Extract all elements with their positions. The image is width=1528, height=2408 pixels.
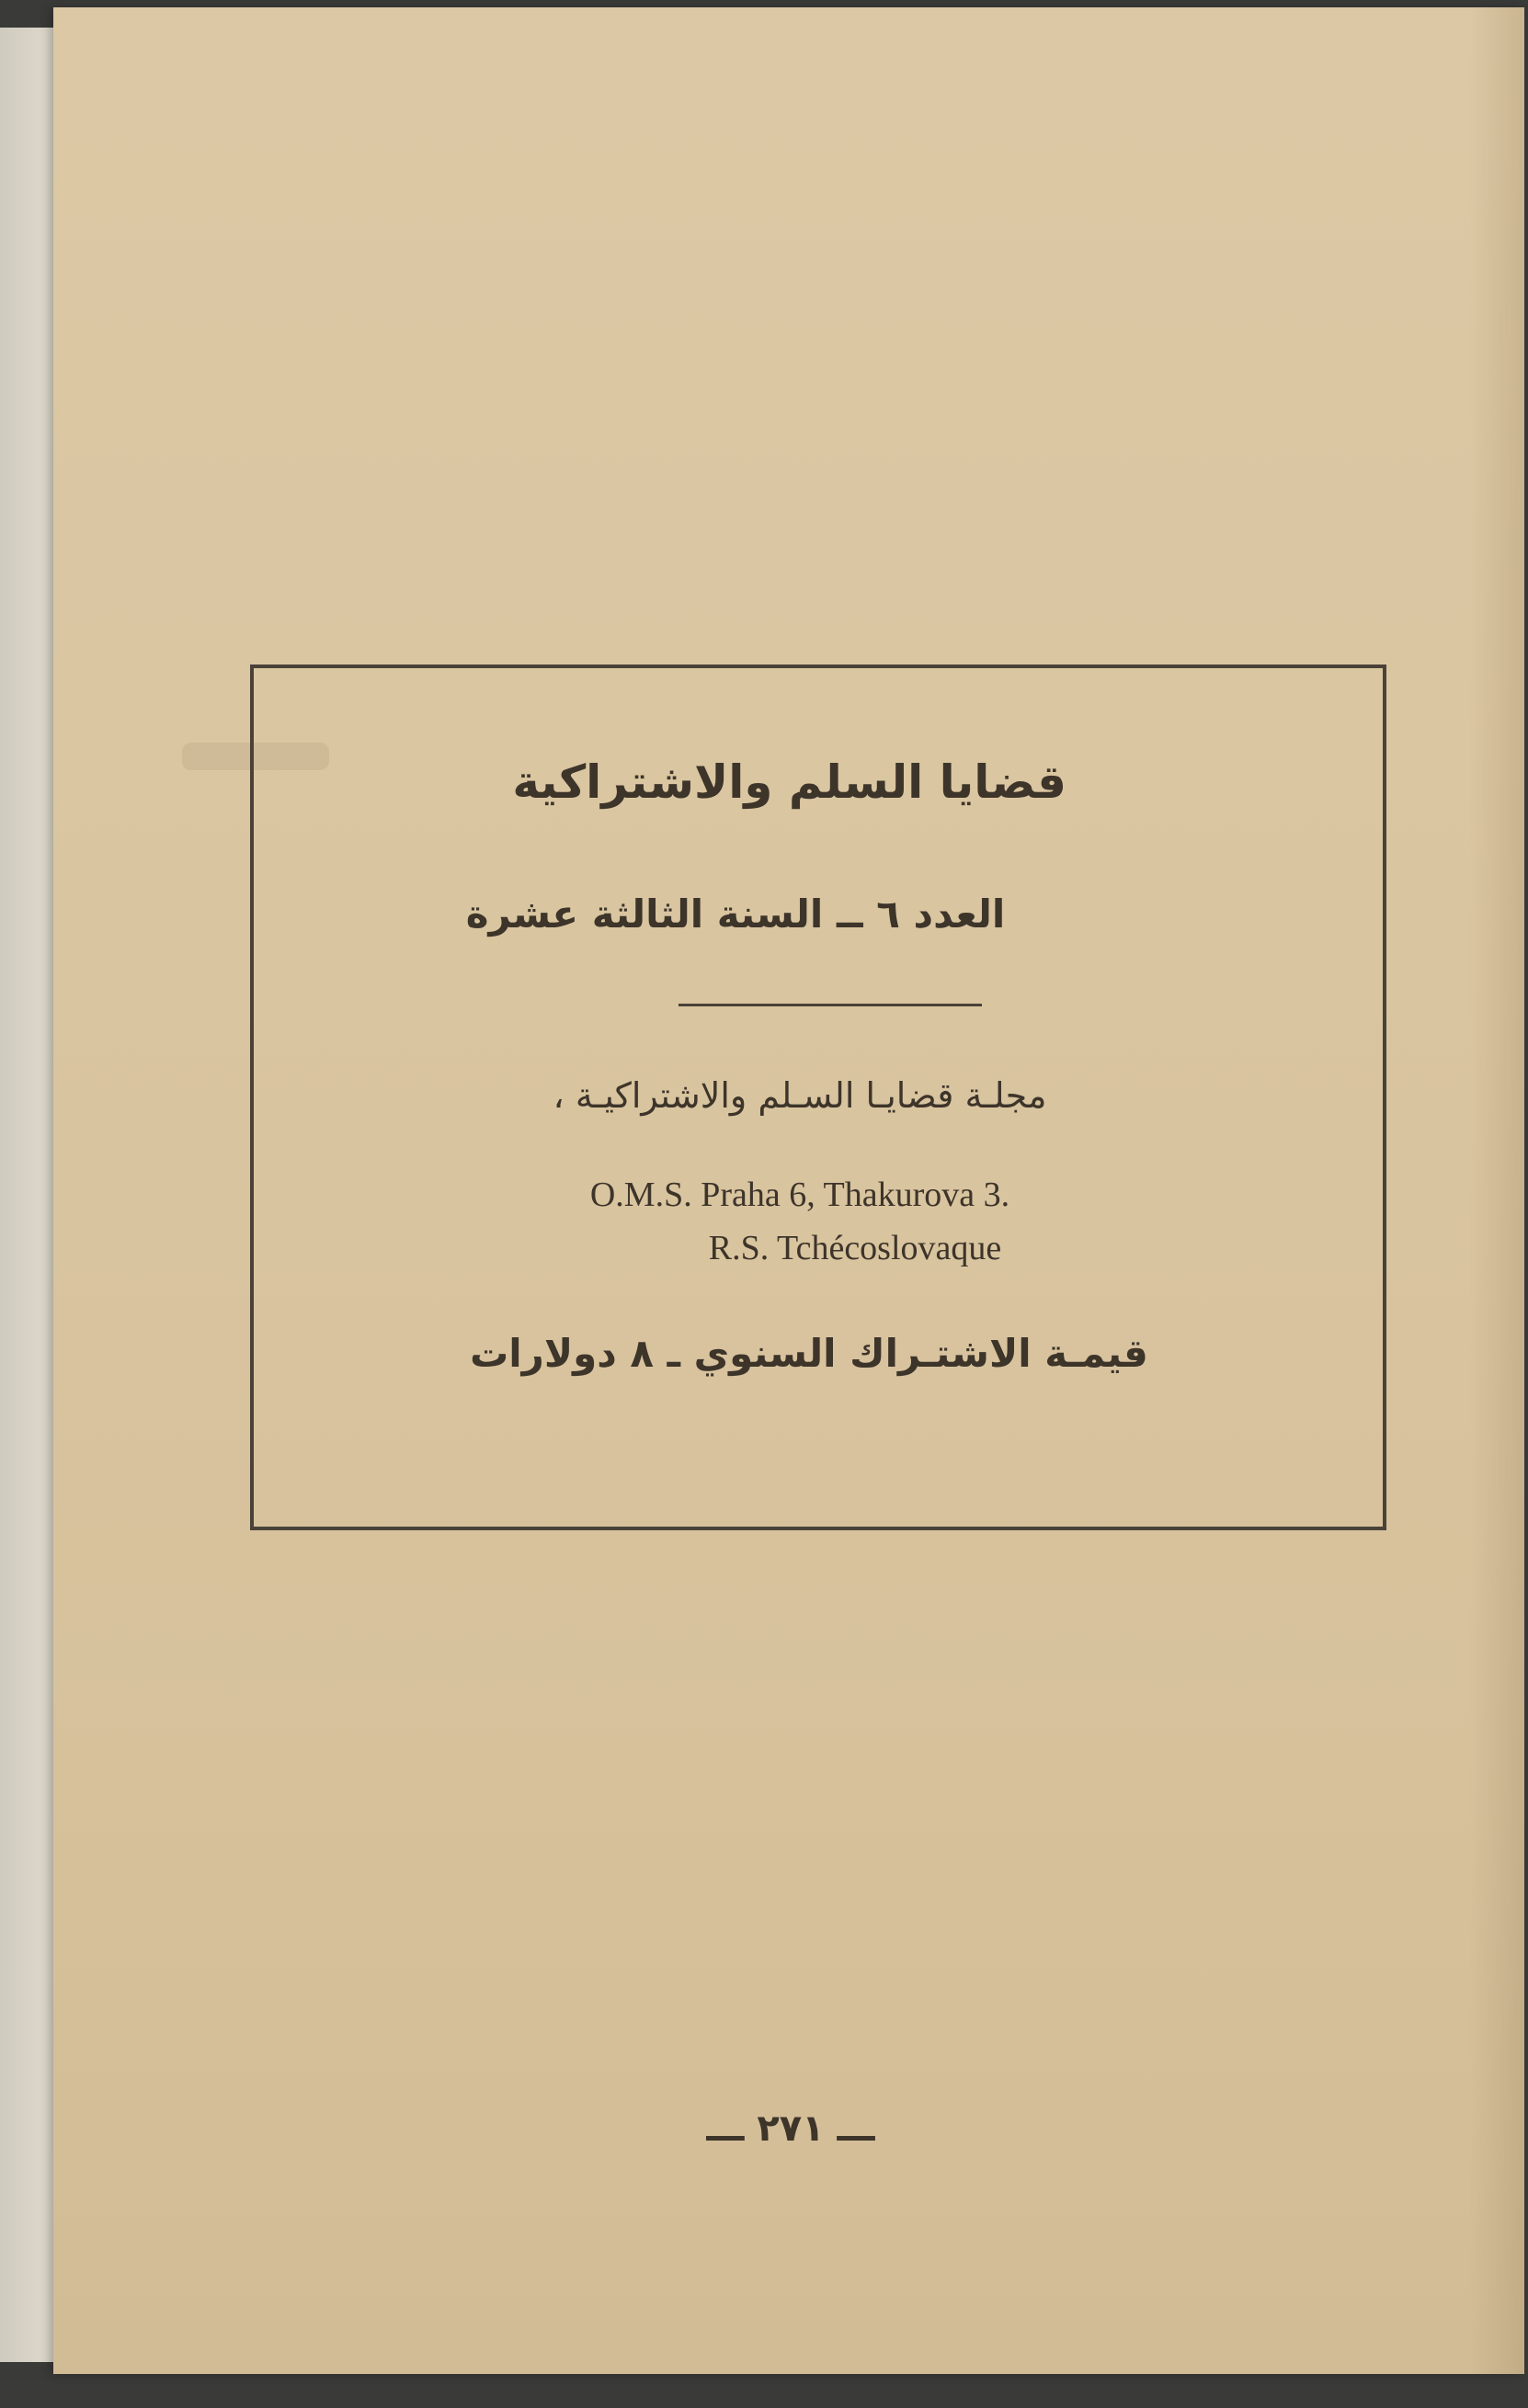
magazine-name: مجلـة قضايـا السـلم والاشتراكيـة ، [553, 1075, 1047, 1116]
divider-rule [678, 1004, 982, 1006]
page-shadow-edge [1469, 7, 1524, 2374]
page-number: ـــ ٢٧١ ـــ [706, 2107, 875, 2150]
address-line-2: R.S. Tchécoslovaque [708, 1229, 1002, 1267]
address-line-1: O.M.S. Praha 6, Thakurova 3. [589, 1176, 1010, 1214]
issue-number-line: العدد ٦ ــ السنة الثالثة عشرة [465, 892, 1006, 937]
journal-title: قضايا السلم والاشتراكية [512, 755, 1066, 809]
subscription-price: قيمـة الاشتـراك السنوي ـ ٨ دولارات [470, 1331, 1148, 1376]
